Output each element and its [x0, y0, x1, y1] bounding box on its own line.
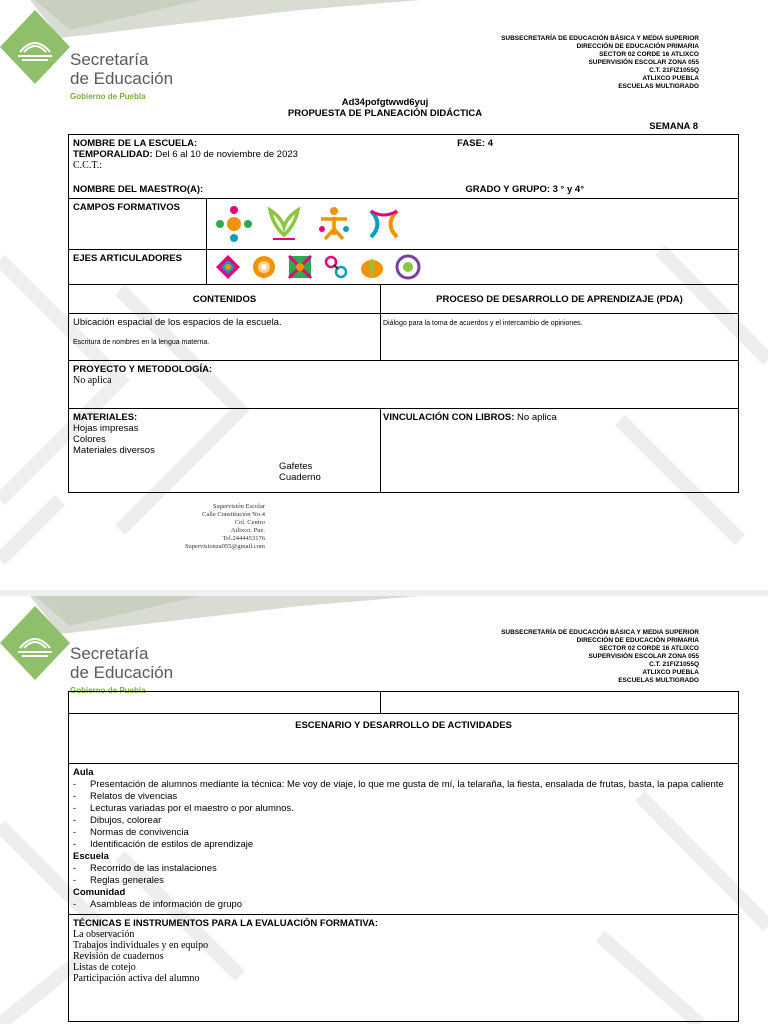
stamp-line: Tel.2444453176	[222, 535, 265, 542]
tecnica-item: Participación activa del alumno	[73, 973, 200, 984]
proyecto-label: PROYECTO Y METODOLOGÍA:	[73, 364, 213, 375]
tecnica-item: Listas de cotejo	[73, 962, 136, 973]
stamp-line: Supervisionza055@gmail.com	[184, 543, 265, 550]
ejes-row	[69, 250, 739, 285]
header-line: DIRECCIÓN DE EDUCACIÓN PRIMARIA	[576, 43, 699, 50]
escenario-header: ESCENARIO Y DESARROLLO DE ACTIVIDADES	[69, 714, 739, 764]
stamp-line: Atlixco. Pue.	[230, 527, 265, 534]
contenidos-header: CONTENIDOS	[69, 285, 381, 314]
list-item: - Reglas generales	[73, 875, 734, 887]
document-title	[200, 97, 570, 119]
campos-label: CAMPOS FORMATIVOS	[69, 199, 207, 249]
logo-line-1: Secretaría	[70, 50, 149, 69]
materiales-cell	[69, 409, 381, 493]
logo-line-2: de Educación	[70, 69, 174, 88]
header-line: DIRECCIÓN DE EDUCACIÓN PRIMARIA	[576, 637, 699, 644]
list-item: - Recorrido de las instalaciones	[73, 863, 734, 875]
aula-label: Aula	[73, 767, 94, 778]
teacher-label: NOMBRE DEL MAESTRO(A):	[73, 184, 204, 195]
fase-label: FASE: 4	[457, 138, 493, 149]
school-name-label: NOMBRE DE LA ESCUELA:	[73, 138, 198, 149]
comunidad-list	[73, 899, 734, 911]
eje-lectura-icon	[395, 254, 421, 280]
document-code: Ad34pofgtwwd6yuj	[341, 97, 429, 108]
empty-cell	[69, 692, 381, 714]
contenidos-cell	[69, 314, 381, 361]
pda-cell	[381, 314, 739, 361]
campo-etica-icon	[315, 205, 353, 243]
escuela-list	[73, 863, 734, 887]
campos-icons	[207, 199, 411, 249]
header-line: SUPERVISIÓN ESCOLAR ZONA 055	[588, 653, 699, 660]
activities-cell	[69, 764, 739, 915]
material-item: Cuaderno	[279, 472, 321, 483]
list-item: - Lecturas variadas por el maestro o por alumnos.	[73, 803, 734, 815]
logo-subtitle: Gobierno de Puebla	[70, 92, 146, 101]
header-line: SUBSECRETARÍA DE EDUCACIÓN BÁSICA Y MEDIA SUPERIOR	[501, 35, 699, 42]
eje-inclusion-icon	[215, 254, 241, 280]
vinculacion-value: No aplica	[514, 412, 557, 423]
document-heading: PROPUESTA DE PLANEACIÓN DIDÁCTICA	[287, 108, 483, 119]
seal-icon	[0, 10, 70, 84]
material-item: Hojas impresas	[73, 423, 139, 434]
campo-humano-icon	[365, 205, 403, 243]
eje-pensamiento-critico-icon	[251, 254, 277, 280]
escuela-label: Escuela	[73, 851, 109, 862]
stamp-line: Col. Centro	[234, 519, 265, 526]
eje-interculturalidad-icon	[287, 254, 313, 280]
vinculacion-label: VINCULACIÓN CON LIBROS:	[383, 412, 515, 423]
ejes-icons	[207, 250, 429, 284]
list-item: - Presentación de alumnos mediante la técnica: Me voy de viaje, lo que me gusta de mí, la telaraña, la fiesta, ensalada de frutas, basta, la papa caliente	[73, 779, 734, 791]
eje-igualdad-icon	[323, 254, 349, 280]
logo-line-2: de Educación	[70, 663, 174, 682]
temporalidad-value: Del 6 al 10 de noviembre de 2023	[152, 149, 298, 160]
list-item: - Identificación de estilos de aprendizaje	[73, 839, 734, 851]
materiales-label: MATERIALES:	[73, 412, 138, 423]
logo-text	[70, 50, 173, 101]
header-line: SECTOR 02 CORDE 16 ATLIXCO	[599, 645, 699, 652]
aula-list	[73, 779, 734, 851]
list-item: - Normas de convivencia	[73, 827, 734, 839]
logo-text	[70, 644, 173, 695]
campo-lenguajes-icon	[215, 205, 253, 243]
document-page-2	[0, 596, 768, 1024]
planning-table	[68, 134, 739, 493]
header-line: C.T. 21FIZ1055Q	[649, 661, 699, 668]
vinculacion-cell	[381, 409, 739, 493]
material-item: Colores	[73, 434, 106, 445]
pda-header: PROCESO DE DESARROLLO DE APRENDIZAJE (PDA)	[381, 285, 739, 314]
contenido-2: Escritura de nombres en la lengua materna.	[73, 339, 210, 346]
header-line: ESCUELAS MULTIGRADO	[618, 677, 699, 684]
empty-cell	[381, 692, 739, 714]
header-line: C.T. 21FIZ1055Q	[649, 67, 699, 74]
header-line: ATLIXCO PUEBLA	[642, 669, 699, 676]
header-line: SECTOR 02 CORDE 16 ATLIXCO	[599, 51, 699, 58]
tecnicas-label: TÉCNICAS E INSTRUMENTOS PARA LA EVALUACIÓN FORMATIVA:	[73, 918, 379, 929]
proyecto-cell	[69, 361, 739, 409]
tecnica-item: Trabajos individuales y en equipo	[73, 940, 209, 951]
ejes-label: EJES ARTICULADORES	[69, 250, 207, 284]
material-item: Gafetes	[279, 461, 313, 472]
stamp-line: Supervisión Escolar	[212, 503, 265, 510]
school-info-cell	[69, 135, 739, 199]
comunidad-label: Comunidad	[73, 887, 126, 898]
pda-1: Diálogo para la toma de acuerdos y el intercambio de opiniones.	[383, 320, 583, 327]
tecnica-item: La observación	[73, 929, 135, 940]
logo-line-1: Secretaría	[70, 644, 149, 663]
header-line: SUBSECRETARÍA DE EDUCACIÓN BÁSICA Y MEDIA SUPERIOR	[501, 629, 699, 636]
supervision-stamp	[150, 503, 265, 551]
header-line: ESCUELAS MULTIGRADO	[618, 83, 699, 90]
week-label: SEMANA 8	[649, 121, 698, 132]
stamp-line: Calle Constitución No.4	[201, 511, 265, 518]
campo-saberes-icon	[265, 205, 303, 243]
campos-row	[69, 199, 739, 250]
activities-table	[68, 691, 739, 1022]
temporalidad-label: TEMPORALIDAD:	[73, 149, 153, 160]
list-item: - Asambleas de información de grupo	[73, 899, 734, 911]
seal-icon	[0, 606, 70, 680]
material-item: Materiales diversos	[73, 445, 155, 456]
list-item: - Dibujos, colorear	[73, 815, 734, 827]
cct-label: C.C.T.:	[73, 160, 102, 171]
tecnica-item: Revisión de cuadernos	[73, 951, 164, 962]
contenido-1: Ubicación espacial de los espacios de la escuela.	[73, 317, 282, 328]
list-item: - Relatos de vivencias	[73, 791, 734, 803]
grado-label: GRADO Y GRUPO: 3 ° y 4°	[465, 184, 584, 195]
institution-header	[501, 629, 699, 685]
eje-vida-saludable-icon	[359, 254, 385, 280]
proyecto-value: No aplica	[73, 375, 112, 386]
logo-subtitle: Gobierno de Puebla	[70, 686, 146, 695]
header-line: SUPERVISIÓN ESCOLAR ZONA 055	[588, 59, 699, 66]
tecnicas-cell	[69, 915, 739, 1022]
institution-header	[501, 35, 699, 91]
header-line: ATLIXCO PUEBLA	[642, 75, 699, 82]
